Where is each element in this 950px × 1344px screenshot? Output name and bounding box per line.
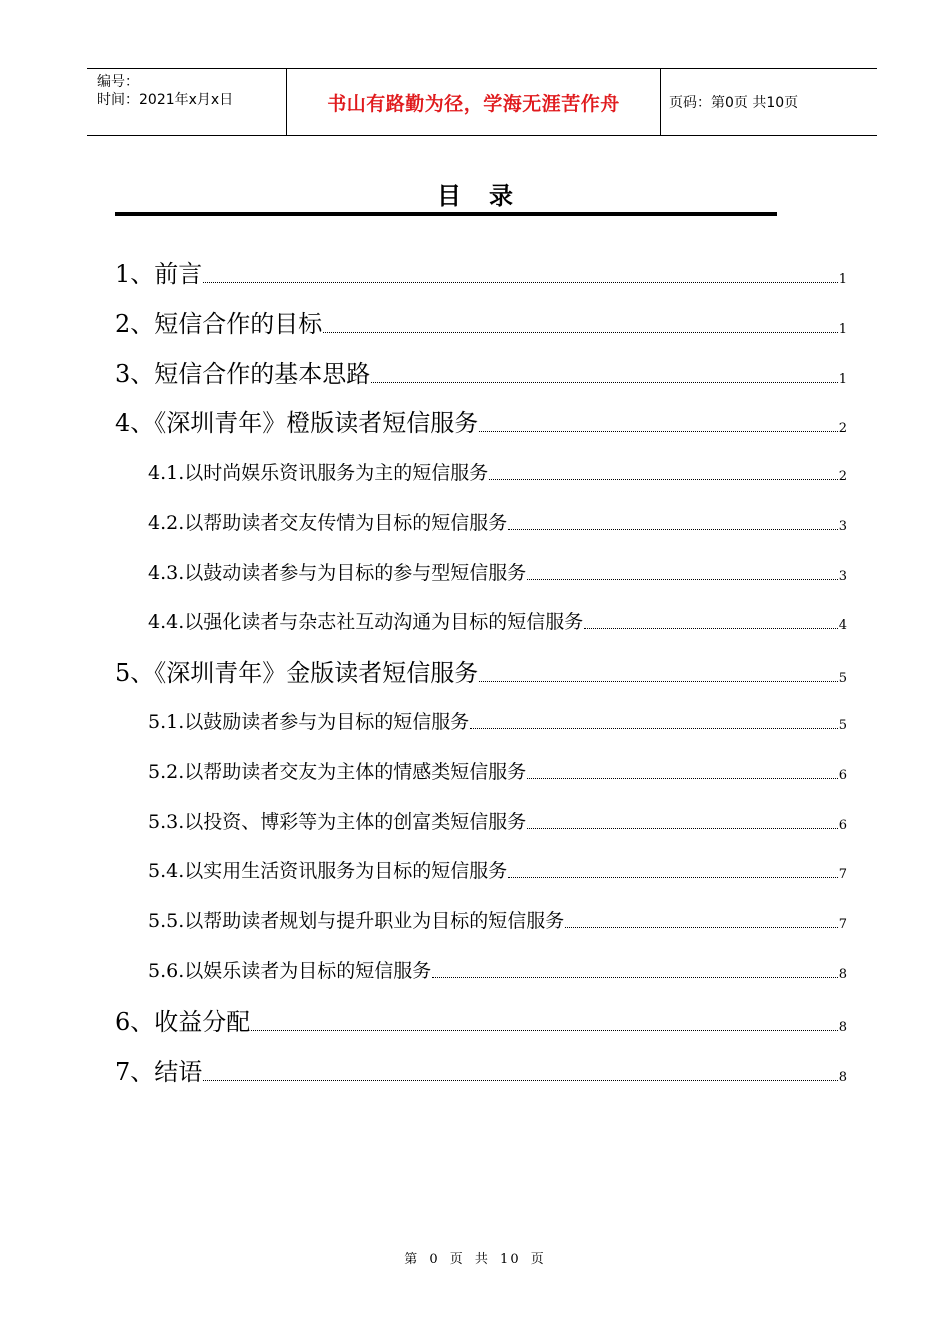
toc-entry-text: 5、《深圳青年》金版读者短信服务 [115,659,479,687]
toc-entry-text: 5.2.以帮助读者交友为主体的情感类短信服务 [148,761,527,783]
toc-entry-text: 2、短信合作的目标 [115,310,323,338]
toc-entry-text: 4.2.以帮助读者交友传情为目标的短信服务 [148,512,508,534]
toc-leader [323,331,837,333]
toc-leader [251,1029,837,1031]
toc-entry[interactable] [115,362,847,386]
toc-entry-text: 6、收益分配 [115,1008,251,1036]
toc-leader [527,777,837,779]
page-footer: 第 0 页 共 10 页 [404,1252,546,1267]
toc-entry-page: 4 [838,618,847,633]
toc-leader [489,478,837,480]
toc-leader [565,926,837,928]
toc-entry[interactable] [115,1010,847,1034]
toc-entry-page: 1 [838,272,847,287]
toc-entry[interactable] [115,661,847,685]
toc-entry-text: 5.4.以实用生活资讯服务为目标的短信服务 [148,860,508,882]
toc-subentry[interactable] [148,813,847,832]
toc-entry[interactable] [115,312,847,336]
toc-entry-text: 7、结语 [115,1058,203,1086]
toc-title: 目录 [437,182,541,210]
toc-entry-page: 6 [838,768,847,783]
toc-entry-text: 4.1.以时尚娱乐资讯服务为主的短信服务 [148,462,489,484]
toc-entry[interactable] [115,262,847,286]
toc-subentry[interactable] [148,862,847,881]
toc-entry-text: 1、前言 [115,260,203,288]
header-motto: 书山有路勤为径，学海无涯苦作舟 [287,69,661,135]
toc-subentry[interactable] [148,713,847,732]
toc-leader [432,976,837,978]
toc-entry-page: 5 [838,718,847,733]
toc-leader [527,827,837,829]
toc-entry-text: 5.1.以鼓励读者参与为目标的短信服务 [148,711,470,733]
toc-entry[interactable] [115,411,847,435]
toc-leader [479,430,837,432]
toc-entry-page: 2 [838,469,847,484]
toc-leader [371,381,837,383]
toc-entry-text: 3、短信合作的基本思路 [115,360,371,388]
toc-subentry[interactable] [148,464,847,483]
toc-entry-text: 4、《深圳青年》橙版读者短信服务 [115,409,479,437]
toc-entry-text: 4.3.以鼓动读者参与为目标的参与型短信服务 [148,562,527,584]
toc-entry-text: 4.4.以强化读者与杂志社互动沟通为目标的短信服务 [148,611,584,633]
toc-entry-page: 7 [838,867,847,882]
toc-leader [470,727,837,729]
toc-entry-text: 5.6.以娱乐读者为目标的短信服务 [148,960,432,982]
toc-leader [203,281,837,283]
toc-entry-page: 5 [838,671,847,686]
title-underline [115,212,777,216]
toc-leader [508,528,837,530]
toc-entry-page: 8 [838,967,847,982]
toc-entry-page: 3 [838,519,847,534]
toc-entry-page: 1 [838,372,847,387]
toc-subentry[interactable] [148,763,847,782]
page-header [87,68,877,136]
header-meta [87,69,287,135]
toc-subentry[interactable] [148,912,847,931]
toc-subentry[interactable] [148,962,847,981]
toc-entry[interactable] [115,1060,847,1084]
toc-leader [527,578,837,580]
toc-entry-page: 1 [838,322,847,337]
toc-leader [203,1079,837,1081]
toc-leader [584,627,837,629]
toc-subentry[interactable] [148,613,847,632]
toc-leader [479,680,837,682]
serial-label: 编号： [97,74,139,90]
toc-leader [508,876,837,878]
toc-entry-page: 6 [838,818,847,833]
time-label: 时间：2021年x月x日 [97,92,234,108]
toc-entry-page: 8 [838,1070,847,1085]
toc-entry-page: 2 [838,421,847,436]
toc-subentry[interactable] [148,564,847,583]
toc-entry-text: 5.3.以投资、博彩等为主体的创富类短信服务 [148,811,527,833]
toc-entry-page: 7 [838,917,847,932]
toc-entry-text: 5.5.以帮助读者规划与提升职业为目标的短信服务 [148,910,565,932]
toc-subentry[interactable] [148,514,847,533]
toc-entry-page: 8 [838,1020,847,1035]
toc-entry-page: 3 [838,569,847,584]
header-page-info: 页码：第0页 共10页 [669,95,799,111]
